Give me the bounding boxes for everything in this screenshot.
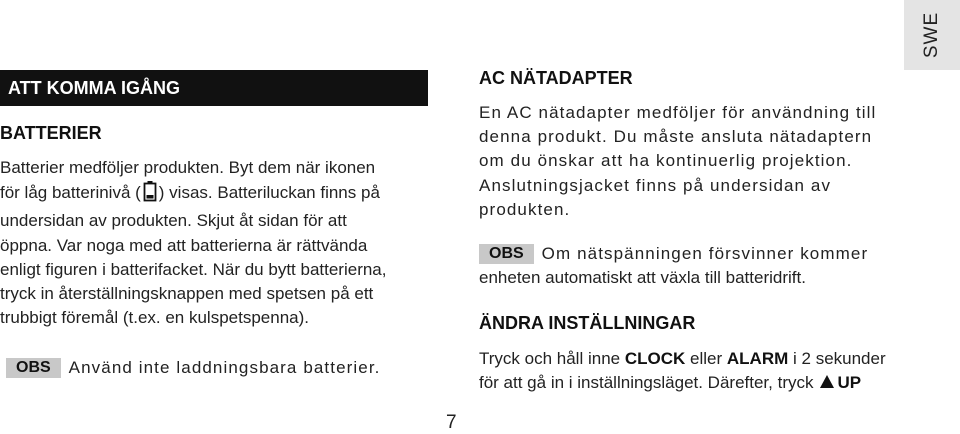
obs-badge: OBS <box>6 358 61 378</box>
ac-line-5: produkten. <box>479 199 571 219</box>
right-column <box>479 68 909 395</box>
batteries-line-1: Batterier medföljer produkten. Byt dem när ikonen <box>0 158 376 177</box>
batteries-heading: BATTERIER <box>0 123 102 143</box>
section-title-bar: ATT KOMMA IGÅNG <box>0 70 428 106</box>
batteries-line-7: trubbigt föremål (t.ex. en kulspetspenna). <box>0 308 309 328</box>
ac-line-2: denna produkt. Du måste ansluta nätadaptern <box>479 127 873 147</box>
low-battery-icon <box>143 180 157 209</box>
alarm-keyword: ALARM <box>726 349 789 369</box>
ac-adapter-paragraph <box>479 101 909 222</box>
ac-adapter-heading: AC NÄTADAPTER <box>479 68 633 88</box>
ac-line-4: Anslutningsjacket finns på undersidan av <box>479 175 832 195</box>
ac-note <box>479 242 909 290</box>
batteries-paragraph <box>0 156 428 330</box>
settings-line-1: Tryck och håll inne CLOCK eller ALARM i 2 sekunder <box>479 349 886 369</box>
batteries-line-2: för låg batterinivå ( ) visas. Batteriluckan finns på <box>0 180 428 209</box>
batteries-line-3: undersidan av produkten. Skjut åt sidan för att <box>0 211 347 231</box>
batteries-note <box>0 356 428 380</box>
settings-heading: ÄNDRA INSTÄLLNINGAR <box>479 313 696 334</box>
batteries-note-text: Använd inte laddningsbara batterier. <box>68 358 381 378</box>
settings-paragraph <box>479 347 909 395</box>
batteries-line-4: öppna. Var noga med att batterierna är rättvända <box>0 235 368 255</box>
ac-note-text-2: enheten automatiskt att växla till batteridrift. <box>479 268 806 288</box>
triangle-up-icon <box>820 375 834 388</box>
ac-line-3: om du önskar att ha kontinuerlig projektion. <box>479 151 853 171</box>
language-tab <box>904 0 960 70</box>
batteries-line-6: tryck in återställningsknappen med spetsen på ett <box>0 284 374 304</box>
language-tab-label: SWE <box>921 11 942 59</box>
clock-keyword: CLOCK <box>624 349 686 369</box>
up-keyword: UP <box>837 373 862 393</box>
left-column <box>0 70 428 380</box>
settings-line-2: för att gå in i inställningsläget. Därefter, tryck UP <box>479 373 862 393</box>
page-number: 7 <box>446 412 457 433</box>
ac-note-text-1: Om nätspänningen försvinner kommer <box>541 244 869 264</box>
obs-badge: OBS <box>479 244 534 264</box>
ac-line-1: En AC nätadapter medföljer för användning till <box>479 103 877 122</box>
batteries-line-5: enligt figuren i batterifacket. När du bytt batterierna, <box>0 259 387 279</box>
